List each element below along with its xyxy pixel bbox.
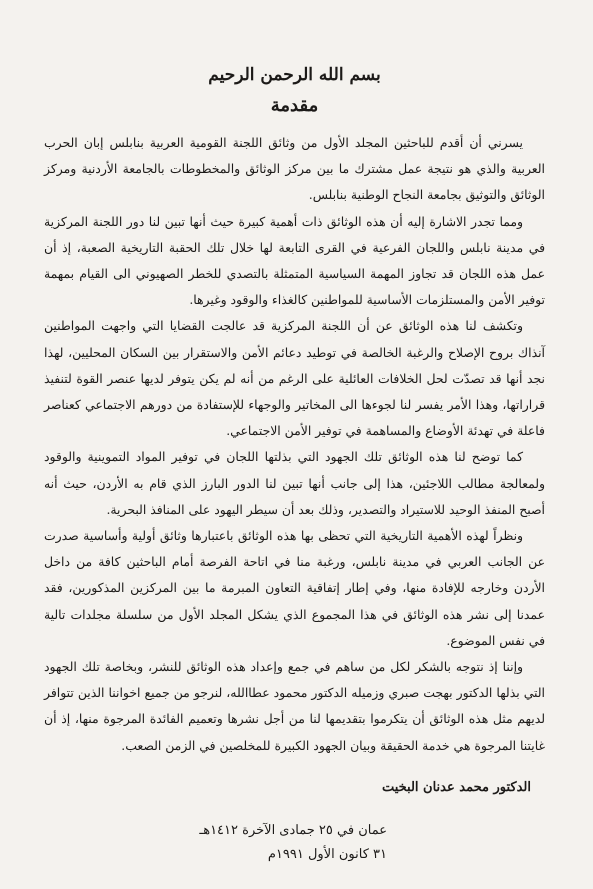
paragraph: وتكشف لنا هذه الوثائق عن أن اللجنة المركزية قد عالجت القضايا التي واجهت المواطنين آنذاك بروح الإصلاح والرغبة الخالصة في توطيد دعائم الأمن والاستقرار بين السكان المحليين، لهذا نجد أنها قد تصدّت لحل الخلافات العائلية على الرغم من أنه لم يكن يتوفر لديها عنصر القوة لتنفيذ قراراتها، وهذا الأمر يفسر لنا لجوءها الى المخاتير والوجهاء للإستفادة من دورهم الاجتماعي كعناصر فاعلة في تهدئة الأوضاع والمساهمة في توفير الأمن الاجتماعي. xyxy=(44,318,545,439)
basmala-heading: بسم الله الرحمن الرحيم xyxy=(208,65,381,85)
document-body xyxy=(44,130,545,759)
hijri-date-line: عمان في ٢٥ جمادى الآخرة ١٤١٢هـ xyxy=(199,823,387,838)
page-title: مقدمة xyxy=(270,95,319,116)
paragraph: يسرني أن أقدم للباحثين المجلد الأول من وثائق اللجنة القومية العربية بنابلس إبان الحرب العربية والذي هو نتيجة عمل مشترك ما بين مركز الوثائق والمخطوطات بالجامعة الأردنية ومركز الوثائق والتوثيق بجامعة النجاح الوطنية بنابلس. xyxy=(44,135,545,203)
gregorian-date-line: ٣١ كانون الأول ١٩٩١م xyxy=(267,847,387,862)
paragraph: ومما تجدر الاشارة إليه أن هذه الوثائق ذات أهمية كبيرة حيث أنها تبين لنا دور اللجنة المركزية في مدينة نابلس واللجان الفرعية في القرى التابعة لها خلال تلك الحقبة التاريخية الصعبة، إذ أن عمل هذه اللجان قد تجاوز المهمة السياسية المتمثلة بالتصدي للخطر الصهيوني الى القيام بمهمة توفير الأمن والمستلزمات الأساسية للمواطنين كالغذاء والوقود وغيرها. xyxy=(44,213,545,308)
paragraph: كما توضح لنا هذه الوثائق تلك الجهود التي بذلتها اللجان في توفير المواد التموينية والوقود ولمعالجة مطالب اللاجئين، هذا إلى جانب أنها تبين لنا الدور البارز الذي قام به الأردن، حيث أنه أصبح المنفذ الوحيد للاستيراد والتصدير، وذلك بعد أن سيطر اليهود على المنافذ البحرية. xyxy=(44,449,545,517)
paragraph: ونظراً لهذه الأهمية التاريخية التي تحظى بها هذه الوثائق باعتبارها وثائق أولية وأساسية صدرت عن الجانب العربي في مدينة نابلس، ورغبة منا في اتاحة الفرصة أمام الباحثين كافة من داخل الأردن وخارجه للإفادة منها، وفي إطار إتفاقية التعاون المبرمة ما بين المركزين المذكورين، فقد عمدنا إلى نشر هذه الوثائق في هذا المجموع الذي يشكل المجلد الأول من سلسلة مجلدات تالية في نفس الموضوع. xyxy=(44,528,545,648)
author-signature: الدكتور محمد عدنان البخيت xyxy=(381,779,531,795)
paragraph: وإننا إذ نتوجه بالشكر لكل من ساهم في جمع وإعداد هذه الوثائق للنشر، وبخاصة تلك الجهود التي بذلها الدكتور بهجت صبري وزميله الدكتور محمود عطاالله، لنرجو من جميع اخواننا الذين تتوافر لديهم مثل هذه الوثائق أن يتكرموا بتقديمها لنا من أجل نشرها وتعميم الفائدة المرجوة منها، إذ أن غايتنا المرجوة هي خدمة الحقيقة وبيان الجهود الكبيرة للمخلصين في الزمن الصعب. xyxy=(44,659,545,753)
